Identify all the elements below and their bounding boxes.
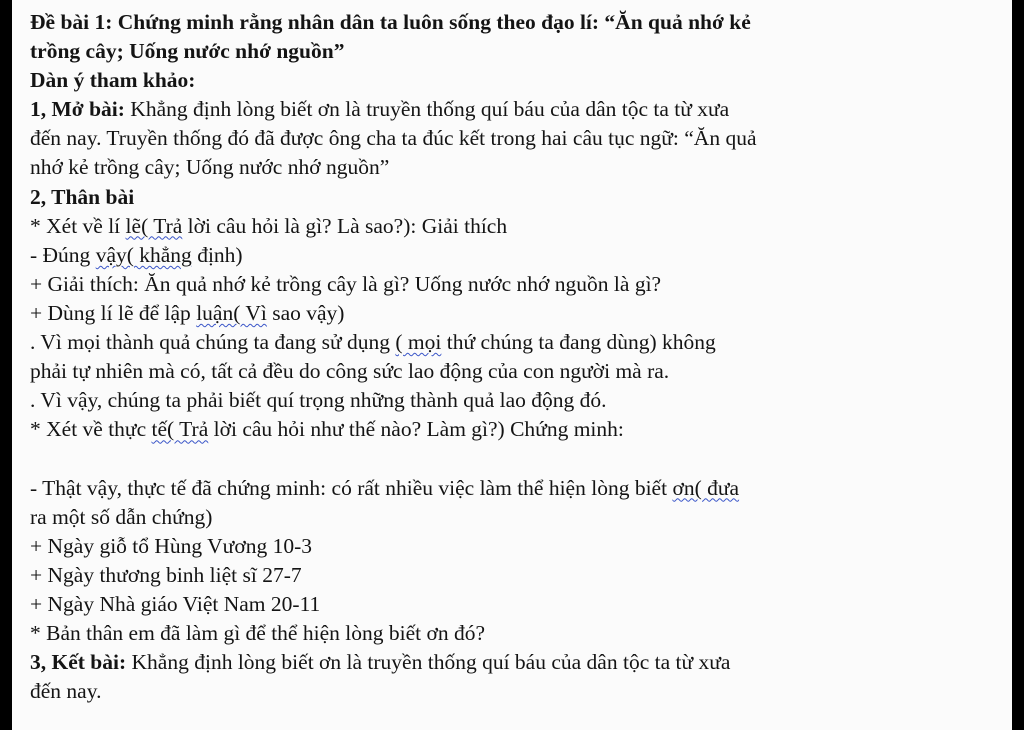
reason-text-a: + Dùng lí lẽ để lập [30, 300, 197, 325]
theory-text-a: * Xét về lí [30, 213, 126, 238]
intro-text-1: Khẳng định lòng biết ơn là truyền thống quí báu của dân tộc ta từ xưa [124, 97, 730, 122]
proof-spellcheck-word: ơn( đưa [672, 475, 740, 500]
document-text [30, 8, 1005, 706]
conclusion-line-2: đến nay. [30, 679, 102, 704]
intro-line-1 [30, 95, 1005, 124]
reason-text-c: sao vậy) [266, 300, 345, 325]
intro-line-2: đến nay. Truyền thống đó đã được ông cha ta đúc kết trong hai câu tục ngữ: “Ăn quả [30, 126, 757, 151]
point1-line-1 [30, 328, 1005, 357]
point1-text-c: thứ chúng ta đang dùng) không [441, 330, 716, 355]
essay-title-line-2: trồng cây; Uống nước nhớ nguồn” [30, 39, 345, 64]
proof-line-1 [30, 474, 1005, 503]
practice-line [30, 415, 1005, 444]
practice-text-c: lời câu hỏi như thế nào? Làm gì?) Chứng minh: [208, 417, 624, 442]
example-teachers-day: + Ngày Nhà giáo Việt Nam 20-11 [30, 591, 321, 616]
point1-text-a: . Vì mọi thành quả chúng ta đang sử dụng [30, 330, 396, 355]
example-martyrs-day: + Ngày thương binh liệt sĩ 27-7 [30, 562, 302, 587]
proof-text-a: - Thật vậy, thực tế đã chứng minh: có rất nhiều việc làm thể hiện lòng biết [30, 475, 673, 500]
proof-line-2: ra một số dẫn chứng) [30, 504, 213, 529]
conclusion-line-1 [30, 648, 1005, 677]
theory-text-c: lời câu hỏi là gì? Là sao?): Giải thích [182, 213, 508, 238]
agree-line [30, 241, 1005, 270]
point1-line-2: phải tự nhiên mà có, tất cả đều do công sức lao động của con người mà ra. [30, 359, 670, 384]
explain-line: + Giải thích: Ăn quả nhớ kẻ trồng cây là gì? Uống nước nhớ nguồn là gì? [30, 271, 662, 296]
agree-text-c: định) [191, 242, 243, 267]
outline-heading: Dàn ý tham khảo: [30, 68, 196, 93]
conclusion-label: 3, Kết bài: [30, 650, 127, 675]
example-hung-vuong: + Ngày giỗ tổ Hùng Vương 10-3 [30, 533, 312, 558]
point1-spellcheck-word: ( mọi [395, 330, 442, 355]
blank-line [30, 444, 1005, 473]
document-page [12, 0, 1012, 730]
reason-spellcheck-word: luận( Vì [196, 300, 267, 325]
essay-title-line-1: Đề bài 1: Chứng minh rằng nhân dân ta luôn sống theo đạo lí: “Ăn quả nhớ kẻ [30, 10, 751, 34]
body-heading: 2, Thân bài [30, 184, 135, 209]
intro-line-3: nhớ kẻ trồng cây; Uống nước nhớ nguồn” [30, 155, 390, 180]
theory-spellcheck-word: lẽ( Trả [125, 213, 183, 238]
agree-text-a: - Đúng [30, 242, 96, 267]
reason-line [30, 299, 1005, 328]
theory-line [30, 212, 1005, 241]
agree-spellcheck-word: vậy( khẳng [95, 242, 192, 267]
practice-text-a: * Xét về thực [30, 417, 152, 442]
self-reflection-line: * Bản thân em đã làm gì để thể hiện lòng biết ơn đó? [30, 620, 485, 645]
practice-spellcheck-word: tế( Trả [151, 417, 209, 442]
intro-label: 1, Mở bài: [30, 97, 125, 122]
conclusion-text-1: Khẳng định lòng biết ơn là truyền thống quí báu của dân tộc ta từ xưa [126, 650, 731, 675]
point2-line: . Vì vậy, chúng ta phải biết quí trọng những thành quả lao động đó. [30, 388, 607, 413]
